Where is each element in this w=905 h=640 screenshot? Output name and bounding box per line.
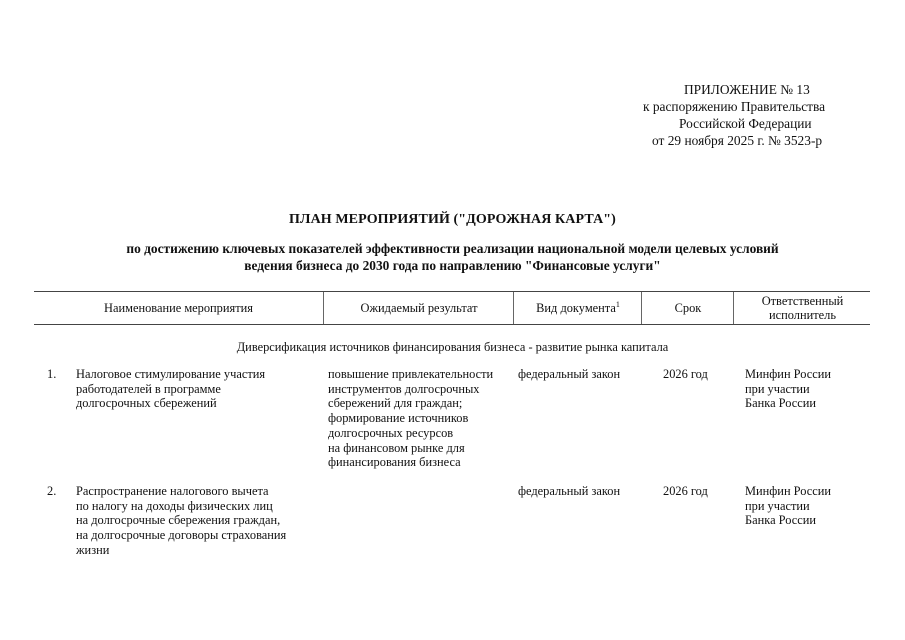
row-responsible-line: при участии xyxy=(745,498,810,513)
document-subtitle xyxy=(0,240,905,274)
subtitle-line-1: по достижению ключевых показателей эффективности реализации национальной модели целевых условий xyxy=(126,241,779,256)
footnote-marker: 1 xyxy=(615,299,620,309)
appendix-line-3: от 29 ноября 2025 г. № 3523-р xyxy=(652,133,823,148)
row-result xyxy=(328,367,493,470)
row-name xyxy=(76,484,286,558)
row-responsible-line: при участии xyxy=(745,381,810,396)
row-responsible-line: Минфин России xyxy=(745,367,832,381)
document-title: ПЛАН МЕРОПРИЯТИЙ ("ДОРОЖНАЯ КАРТА") xyxy=(289,212,616,227)
header-deadline-label: Срок xyxy=(674,301,702,315)
row-responsible-line: Минфин России xyxy=(745,484,832,498)
row-result-line: финансирования бизнеса xyxy=(328,455,461,470)
row-responsible-line: Банка России xyxy=(745,396,817,411)
row-name-line: долгосрочных сбережений xyxy=(76,396,217,411)
row-number: 1. xyxy=(47,367,57,381)
header-doc-type-label xyxy=(536,301,620,315)
subtitle-line-2: ведения бизнеса до 2030 года по направлению "Финансовые услуги" xyxy=(244,258,661,273)
row-number: 2. xyxy=(47,484,57,498)
appendix-block xyxy=(600,81,905,149)
row-name-line: по налогу на доходы физических лиц xyxy=(76,498,273,513)
row-responsible xyxy=(745,484,831,528)
row-name-line: Налоговое стимулирование участия xyxy=(76,367,266,381)
row-responsible-line: Банка России xyxy=(745,513,817,528)
header-result xyxy=(323,292,514,324)
header-doc-type-text: Вид документа xyxy=(536,301,616,315)
row-result-line: повышение привлекательности xyxy=(328,367,494,381)
row-doc-type: федеральный закон xyxy=(518,367,621,381)
row-name-line: работодателей в программе xyxy=(76,381,221,396)
header-responsible-line-1: Ответственный xyxy=(761,294,844,308)
row-deadline: 2026 год xyxy=(663,484,708,498)
header-name-label: Наименование мероприятия xyxy=(104,301,253,315)
header-name xyxy=(34,292,323,324)
appendix-line-1: к распоряжению Правительства xyxy=(643,99,826,114)
row-result-line: долгосрочных ресурсов xyxy=(328,425,454,440)
header-result-label: Ожидаемый результат xyxy=(360,301,478,315)
header-responsible-line-2: исполнитель xyxy=(769,308,836,322)
appendix-number: ПРИЛОЖЕНИЕ № 13 xyxy=(684,82,810,97)
row-name-line: жизни xyxy=(76,542,110,557)
row-result-line: на финансовом рынке для xyxy=(328,440,465,455)
appendix-line-2: Российской Федерации xyxy=(679,116,812,131)
section-heading: Диверсификация источников финансирования бизнеса - развитие рынка капитала xyxy=(236,340,669,354)
header-doc-type xyxy=(513,292,642,324)
row-name-line: Распространение налогового вычета xyxy=(76,484,269,498)
row-result-line: сбережений для граждан; xyxy=(328,396,463,411)
row-name-line: на долгосрочные договоры страхования xyxy=(76,528,287,543)
header-deadline xyxy=(641,292,734,324)
header-responsible xyxy=(733,292,871,324)
row-name xyxy=(76,367,265,411)
table-header xyxy=(34,291,870,325)
row-responsible xyxy=(745,367,831,411)
row-doc-type: федеральный закон xyxy=(518,484,621,498)
row-result-line: инструментов долгосрочных xyxy=(328,381,480,396)
row-result-line: формирование источников xyxy=(328,411,469,426)
row-deadline: 2026 год xyxy=(663,367,708,381)
row-name-line: на долгосрочные сбережения граждан, xyxy=(76,513,281,528)
